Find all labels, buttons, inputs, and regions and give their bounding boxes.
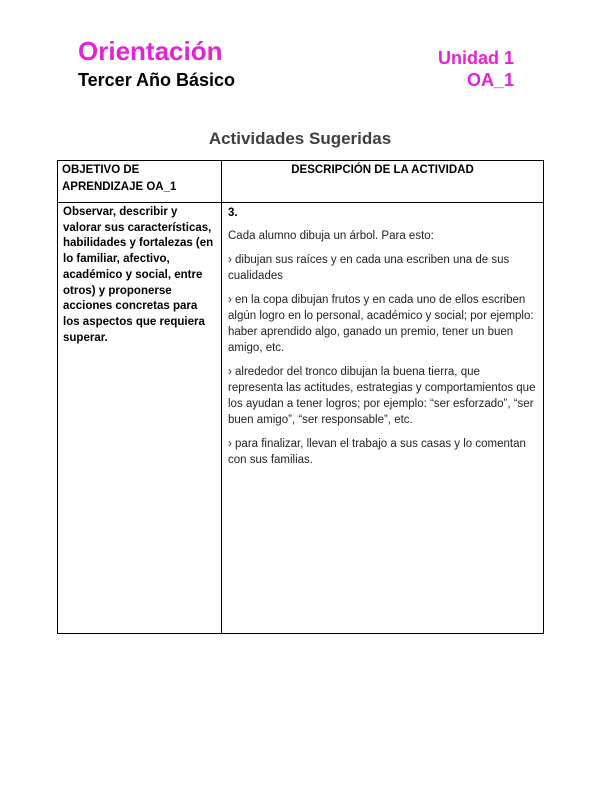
activity-description: [222, 203, 544, 634]
unit-label: Unidad 1: [437, 48, 514, 68]
description-paragraph-closing: › para finalizar, llevan el trabajo a sus casas y lo comentan con sus familias.: [228, 438, 526, 466]
table-header-row: [58, 161, 544, 203]
objective-header: OBJETIVO DE APRENDIZAJE OA_1: [58, 161, 222, 203]
description-paragraph-roots: › dibujan sus raíces y en cada una escriben una de sus cualidades: [228, 254, 510, 282]
description-header: DESCRIPCIÓN DE LA ACTIVIDAD: [222, 161, 544, 203]
oa-label: OA_1: [466, 70, 514, 90]
description-paragraph-intro: Cada alumno dibuja un árbol. Para esto:: [228, 230, 434, 242]
description-paragraph-fruits: › en la copa dibujan frutos y en cada uno de ellos escriben algún logro en lo personal, académico y social; por ejemplo: haber aprendido algo, ganado un premio, tener un buen amigo, etc.: [228, 294, 534, 354]
description-paragraph-soil: › alrededor del tronco dibujan la buena tierra, que representa las actitudes, estrategias y comportamientos que los ayudan a tener logros; por ejemplo: “ser esforzado”, “ser buen amigo”, “ser responsable”, etc.: [228, 366, 536, 426]
subject-title: Orientación: [78, 36, 223, 66]
activity-table: [57, 160, 544, 634]
grade-subtitle: Tercer Año Básico: [78, 70, 236, 90]
table-row: [58, 203, 544, 634]
section-title: Actividades Sugeridas: [208, 129, 392, 148]
activity-number: 3.: [228, 207, 238, 219]
objective-text: Observar, describir y valorar sus características, habilidades y fortalezas (en lo familiar, afectivo, académico y social, entre otros) y proponerse acciones concretas para los aspectos que requiera superar.: [58, 203, 222, 634]
